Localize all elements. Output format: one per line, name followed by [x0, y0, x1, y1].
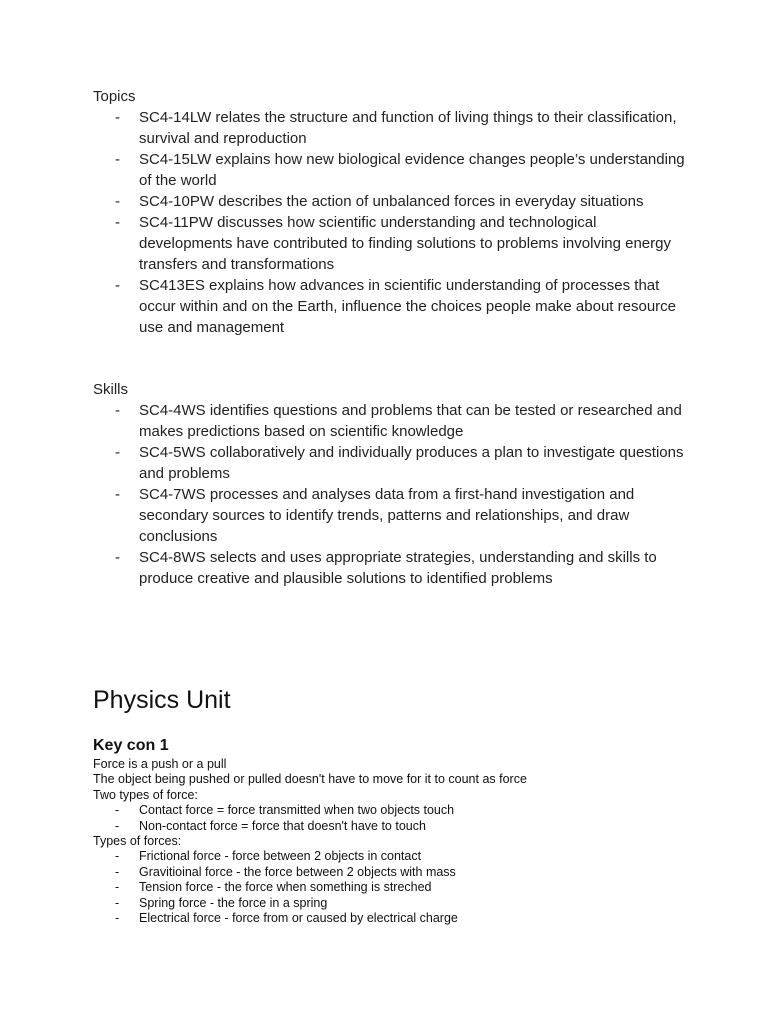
skill-text: SC4-8WS selects and uses appropriate strategies, understanding and skills to produce creative and plausible solutions to identified problems — [139, 549, 657, 587]
dash-bullet: - — [115, 818, 120, 833]
dash-bullet: - — [115, 895, 120, 910]
topic-item — [93, 191, 693, 212]
topic-text: SC413ES explains how advances in scientific understanding of processes that occur within and on the Earth, influence the choices people make about resource use and management — [139, 277, 676, 336]
dash-bullet: - — [115, 109, 120, 126]
dash-bullet: - — [115, 402, 120, 419]
force-type-item — [93, 803, 693, 818]
skill-item — [93, 400, 693, 442]
dash-bullet: - — [115, 444, 120, 461]
force-text: Gravitioinal force - the force between 2 objects with mass — [139, 864, 456, 879]
dash-bullet: - — [115, 880, 120, 895]
force-type-text: Non-contact force = force that doesn't have to touch — [139, 818, 426, 833]
force-item — [93, 865, 693, 880]
dash-bullet: - — [115, 193, 120, 210]
unit-title: Physics Unit — [93, 686, 231, 714]
force-item — [93, 880, 693, 895]
skills-section — [93, 379, 693, 589]
notes-block — [93, 757, 693, 926]
skill-text: SC4-7WS processes and analyses data from a first-hand investigation and secondary sources to identify trends, patterns and relationships, and draw conclusions — [139, 486, 635, 545]
topic-text: SC4-15LW explains how new biological evidence changes people’s understanding of the world — [139, 151, 685, 189]
force-type-text: Contact force = force transmitted when two objects touch — [139, 803, 455, 818]
skills-label: Skills — [93, 381, 129, 398]
skill-item — [93, 442, 693, 484]
types-label: Types of forces: — [93, 834, 182, 849]
force-item — [93, 911, 693, 926]
topics-label: Topics — [93, 88, 136, 105]
note-line: The object being pushed or pulled doesn't have to move for it to count as force — [93, 772, 527, 787]
dash-bullet: - — [115, 151, 120, 168]
topic-item — [93, 149, 693, 191]
topic-item — [93, 107, 693, 149]
two-types-label: Two types of force: — [93, 787, 198, 802]
topics-section — [93, 86, 693, 338]
key-concept-heading: Key con 1 — [93, 737, 169, 754]
dash-bullet: - — [115, 549, 120, 566]
skill-text: SC4-5WS collaboratively and individually produces a plan to investigate questions and problems — [139, 444, 684, 482]
dash-bullet: - — [115, 277, 120, 294]
topics-list — [93, 107, 693, 338]
dash-bullet: - — [115, 911, 120, 926]
skill-item — [93, 547, 693, 589]
types-list — [93, 849, 693, 926]
force-text: Electrical force - force from or caused by electrical charge — [139, 911, 458, 926]
force-item — [93, 849, 693, 864]
topic-text: SC4-10PW describes the action of unbalanced forces in everyday situations — [139, 193, 644, 210]
dash-bullet: - — [115, 486, 120, 503]
dash-bullet: - — [115, 849, 120, 864]
force-item — [93, 896, 693, 911]
force-text: Frictional force - force between 2 objects in contact — [139, 849, 422, 864]
two-types-list — [93, 803, 693, 834]
note-line: Force is a push or a pull — [93, 757, 227, 771]
topic-text: SC4-11PW discusses how scientific understanding and technological developments have contributed to finding solutions to problems involving energy transfers and transformations — [139, 214, 671, 273]
skills-list — [93, 400, 693, 589]
force-text: Tension force - the force when something is streched — [139, 880, 432, 895]
skill-item — [93, 484, 693, 547]
force-text: Spring force - the force in a spring — [139, 895, 328, 910]
dash-bullet: - — [115, 803, 120, 818]
topic-item — [93, 212, 693, 275]
dash-bullet: - — [115, 864, 120, 879]
topic-item — [93, 275, 693, 338]
skill-text: SC4-4WS identifies questions and problems that can be tested or researched and makes predictions based on scientific knowledge — [139, 402, 682, 440]
topic-text: SC4-14LW relates the structure and function of living things to their classification, survival and reproduction — [139, 109, 677, 147]
force-type-item — [93, 819, 693, 834]
dash-bullet: - — [115, 214, 120, 231]
